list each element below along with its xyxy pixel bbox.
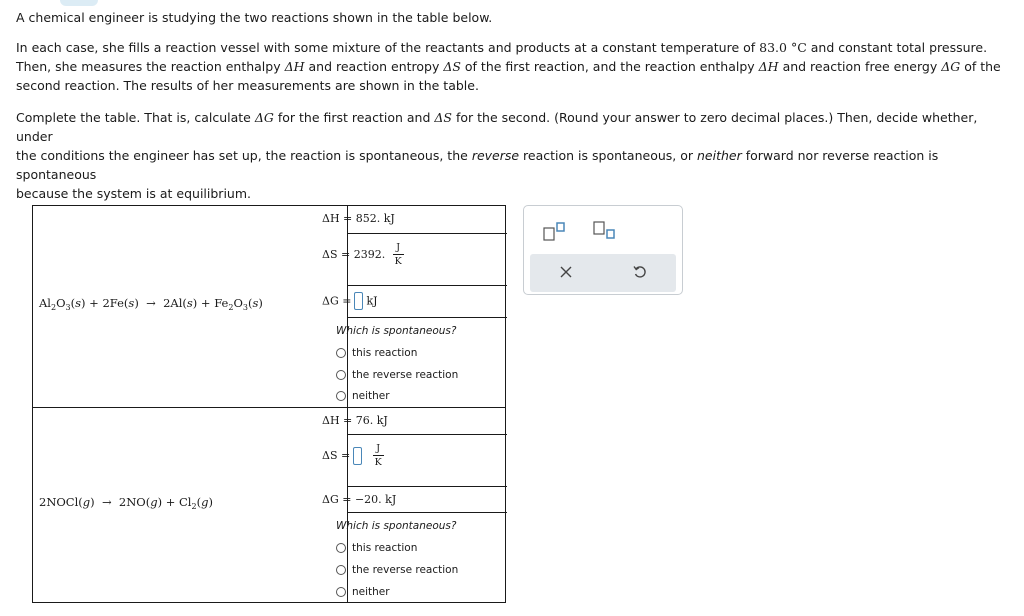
superscript-tool-icon[interactable] xyxy=(542,220,568,242)
reaction-1-dH: ΔH = 852. kJ xyxy=(322,212,395,225)
reaction-2-dS: ΔS = $\frac{J}{K}$ xyxy=(322,443,382,468)
reaction-1-dG-input[interactable] xyxy=(354,292,363,310)
reaction-2-equation: 2NOCl(g) → $2NO(g) + Cl_2(g)$ xyxy=(39,495,213,511)
reaction-2-dG: ΔG = −20. kJ xyxy=(322,493,397,506)
radio-icon[interactable] xyxy=(336,348,346,358)
reaction-2-option-this[interactable]: this reaction xyxy=(336,542,417,554)
answer-tools-panel xyxy=(523,205,683,295)
reaction-1-option-this[interactable]: this reaction xyxy=(336,347,417,359)
reaction-2-option-neither[interactable]: neither xyxy=(336,586,390,598)
radio-icon[interactable] xyxy=(336,543,346,553)
reactions-table xyxy=(32,205,506,603)
reaction-1-dS: ΔS = 2392. $\frac{J}{K}$ xyxy=(322,242,402,267)
tool-action-bar xyxy=(530,254,676,292)
reaction-1-equation: $Al_2O_3(s) + 2Fe(s) \to 2Al(s) + Fe_2O_3(s)$ xyxy=(39,296,263,312)
intro-text: A chemical engineer is studying the two reactions shown in the table below. xyxy=(16,10,493,25)
instructions-paragraph: Complete the table. That is, calculate ΔG for the first reaction and ΔS for the second. (Round your answer to zero decimal places.) Then, decide whether, under the conditions the engineer has set up, the reaction is spontaneous, the reverse reaction is spontaneous, or neither forward nor reverse reaction is spontaneous because the system is at equilibrium. xyxy=(16,110,978,201)
reaction-2-question: Which is spontaneous? xyxy=(336,520,457,532)
radio-icon[interactable] xyxy=(336,370,346,380)
conditions-paragraph: In each case, she fills a reaction vessel with some mixture of the reactants and products at a constant temperature of 83.0 °C and constant total pressure. Then, she measures the reaction enthalpy ΔH and reaction entropy ΔS of the first reaction, and the reaction enthalpy ΔH and reaction free energy ΔG of the second reaction. The results of her measurements are shown in the table. xyxy=(16,40,1001,93)
radio-icon[interactable] xyxy=(336,587,346,597)
reaction-1-option-neither[interactable]: neither xyxy=(336,390,390,402)
reaction-1-dG: ΔG = kJ xyxy=(322,292,378,310)
reaction-1-option-reverse[interactable]: the reverse reaction xyxy=(336,369,458,381)
reaction-1-question: Which is spontaneous? xyxy=(336,325,457,337)
reaction-2-dH: ΔH = 76. kJ xyxy=(322,414,388,427)
radio-icon[interactable] xyxy=(336,565,346,575)
undo-icon[interactable] xyxy=(632,264,648,280)
subscript-tool-icon[interactable] xyxy=(592,220,618,242)
reaction-2-dS-input[interactable] xyxy=(353,447,362,465)
top-tab-indicator xyxy=(60,0,98,6)
radio-icon[interactable] xyxy=(336,391,346,401)
reaction-2-option-reverse[interactable]: the reverse reaction xyxy=(336,564,458,576)
x-icon[interactable] xyxy=(558,264,574,280)
